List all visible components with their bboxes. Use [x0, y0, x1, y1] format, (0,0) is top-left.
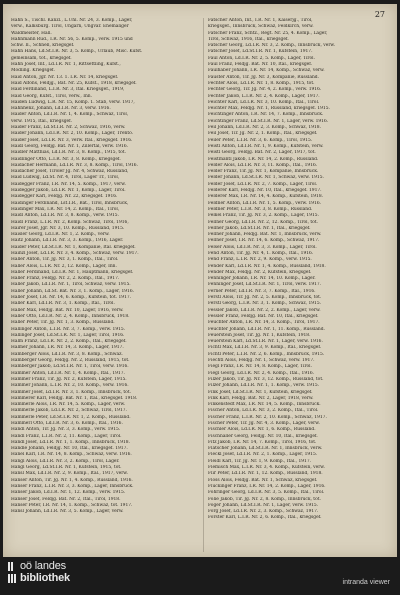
left-column-entry: Haller Karl, Ld.I.R. Nr. 3, 1. Komp., Ital., Tirol. — [11, 301, 115, 307]
logo-bars-icon — [8, 561, 18, 571]
left-column-entry: Haider Anton, Ld.I.R. Nr. 1, 4. Komp., Schwaz, Tirol, — [11, 112, 129, 118]
right-column-entry: Feldner Peter, L.I.R. Nr. 3, 8. Komp., Russland. — [208, 206, 313, 212]
column-divider — [203, 18, 204, 552]
left-column-entry: Hahnmann Rud., I.R. Nr. 56, 5. Komp., verw. 1915 und — [11, 36, 133, 42]
right-column-entry: Fechter Georg, Tir. Jg. Nr. 4, 2. Komp., verw. 1916. — [208, 87, 322, 93]
right-column-entry: Feil Johann, Ld.I.R. Nr. 2, 3. Komp., Schwaz, 1918. — [208, 125, 321, 131]
right-column-entry: Feistmantl Jakob, I.R. Nr. 14, 2. Komp., Russland. — [208, 156, 319, 162]
left-column-entry: Hangl Alois, Ld.I.R. Nr. 3, 2. Komp., Tirol, Lager. — [11, 458, 120, 464]
left-column-entry: Haider Franz, Ld.St.I.R. Nr. 2, Schwaz, 1916, verw. — [11, 125, 126, 131]
left-column-entry: verw., Kalksburg. Tirol, Ungarn, Ungvar. Ehemaliger — [11, 24, 129, 30]
right-column-entry: Feuerstein Karl, Ld.St.I.R. Nr. 1, Lager, verw. 1916. — [208, 339, 323, 345]
right-column-entry: Fatscher Georg, Ld.I.R. Nr. 3, 2. Komp., Innsbruck, verw. — [208, 43, 336, 49]
right-column-entry: Föger Johann, Ld.St.I.R. Nr. 1, Lager, verw. 1915. — [208, 502, 319, 508]
left-column-entry: Haidlinger Otto, L.I.R. Nr. 3, 8. Komp., kriegsgef. — [11, 156, 121, 162]
left-column-entry: Haidl Franz, L.I.R. Nr. 2, Komp. Schwaz, Tirol, 1916, — [11, 219, 129, 225]
left-column-entry: Haid Alfons, Feldjg., Bat. Nr. 25, Kufst., 1918, kriegsgef. — [11, 80, 137, 86]
right-column-entry: Fatscher Josef, Ld.St.I.R. Nr. 1, Kufstein, 1917. — [208, 49, 313, 55]
right-column-entry: Feiler Peter, L.I.R. Nr. 3, 6. Komp., Tirol, 1915. — [208, 137, 313, 143]
right-column-entry: Ferner Peter, Ld.I.R. Nr. 3, 7. Komp., Ital., 1916. — [208, 288, 316, 294]
right-column-entry: Felder Alois, Ld.I.R. Nr. 3, 11. Komp., Ital., 1916. — [208, 162, 318, 168]
right-column-entry: Fitz Jakob, I.R. Nr. 14, 7. Komp., Tirol, 1916, tot. — [208, 439, 317, 445]
left-column-entry: Hairer Josef, Jgr. Nr. 3, 10. Komp., Russland, 1915. — [11, 225, 125, 231]
right-column-entry: Fender Karl, Ld.I.R. Nr. 1, 4. Komp., Russland, 1918. — [208, 263, 326, 269]
left-column-entry: Hanser Jakob, Ld.I.R. Nr. 1, 12. Komp., verw. 1915. — [11, 490, 126, 496]
library-logo[interactable] — [8, 560, 98, 592]
right-column-entry: Felser Alois, Ld.I.R. Nr. 3, 3. Komp., Lager, Tirol. — [208, 244, 317, 250]
left-column-entry: Hanser Josef, Feldjg. Bat. Nr. 2, Ital., Tirol, 1918. — [11, 496, 121, 502]
left-column-entry: gemeinsam, tot., kriegsgef. — [11, 55, 72, 61]
left-column-entry: Haller Ferdinand, Ld.I.R. Nr. 1, Hauptmann, kriegsgef. — [11, 269, 134, 275]
right-column-entry: Fellner Jakob, Ld.St.I.R. Nr. 1, Ital., kriegsgef. — [208, 225, 311, 231]
left-column-entry: Haider Peter, Ld.St.I.R. Nr. 1, Kompanie, Ital. kriegsgef. — [11, 244, 136, 250]
left-column-entry: Hamberger Georg, Feldjg. Nr. 2, Russland, 1915, tot. — [11, 358, 130, 364]
left-column-entry: Haid Georg, Kufst., Tirol, verw., Inn. — [11, 93, 93, 99]
right-column-entry: Flir Peter, Ld.I.R. Nr. 1, 12. Komp., Russland, 1918. — [208, 471, 323, 477]
right-column-entry: Förg Josef, Ld.I.R. Nr. 2, 3. Komp., Schwaz, 1917. — [208, 509, 319, 515]
right-column-entry: Feistl Anton, Ld.I.R. Nr. 1, 9. Komp., Kufstein, verw. — [208, 143, 324, 149]
right-column-entry: Felderer Max, I.R. Nr. 14, 4. Komp., Kufstein, 1918. — [208, 194, 324, 200]
left-column-entry: Hallinger Josef, Ld.St.I.R. Nr. 1, Lager, Tirol, 1916. — [11, 332, 125, 338]
left-column-entry: Haiden Ludwig, L.R. Nr. 15, Komp. 1. Stab, verw. 1917, — [11, 99, 135, 105]
left-column-entry: Hammer Anton, Ld.I.R. Nr. 1, 4. Komp., Ital., 1917. — [11, 370, 125, 376]
right-column-entry: Felkel Franz, Tir. Jg. Nr. 3, 2. Komp., Lager, 1915. — [208, 213, 319, 219]
right-column-entry: Feistl Georg, Feldjg. Bat. Nr. 2, Lager, 1917, tot. — [208, 150, 316, 156]
logo-line2: bibliothek — [20, 572, 70, 584]
left-column-entry: Hansl Max, Ld.I.R. Nr. 2, 9. Komp., Ital., 1917, verw. — [11, 471, 128, 477]
right-column-entry: Feuchter Johann, Ld.I.R. Nr. 1, 11. Komp., Russland. — [208, 326, 325, 332]
left-column-entry: Halm Franz, Ld.I.R. Nr. 2, 2. Komp., Ital., kriegsgef. — [11, 339, 127, 345]
right-column-entry: Fiegl Franz, I.R. Nr. 14, 8. Komp., Lager, Tirol. — [208, 364, 312, 370]
left-column-entry: Hansl Johann, Ld.I.R. Nr. 3, 5. Komp., Lager, verw. — [11, 509, 124, 515]
right-column-entry: Fellner Josef, I.R. Nr. 14, 6. Komp., Schwaz, 1917. — [208, 238, 320, 244]
right-column-entry: Felder Franz, Tir. Jg. Nr. 1, Kompanie, Innsbruck. — [208, 169, 319, 175]
right-column-entry: Fellner Johann, Feldjg. Bat. Nr. 1, Innsbruck, verw. — [208, 232, 322, 238]
left-column-entry: Hanser Peter, I.R. Nr. 14, 1. Komp., Schwaz, tot. 1917. — [11, 502, 133, 508]
right-column-entry: Tirol, Schwaz, 1916, Ital., kriegsgef. — [208, 36, 289, 42]
right-column-entry: Feichtinger Anton, I.R. Nr. 14, 7. Komp., Innsbruck. — [208, 112, 324, 118]
right-column-entry: Flatscher Johann, Ld.St.I.R. Nr. 1, Innsbruck, verw. — [208, 446, 323, 452]
right-column-entry: Fischler Alois, Ld.I.R. Nr. 1, 6. Komp., Russland. — [208, 427, 316, 433]
right-column-entry: Fauster Anton, Tir. Jg. Nr. 3, Kompanie, Russland. — [208, 74, 319, 80]
right-column-entry: Flemisch Max, L.I.R. Nr. 3, 4. Komp., Kufstein, verw. — [208, 465, 325, 471]
right-column-entry: Ferstl Alois, Tir. Jg. Nr. 2, 5. Komp., Innsbruck, tot. — [208, 295, 322, 301]
left-column-entry: Hammer Josef, Ld.I.R. Nr. 3, 1. Komp., Innsbruck, tot. — [11, 389, 131, 395]
right-column-entry: Faulhaber Johann, I.R. Nr. 14, Komp., Schwaz, verw. — [208, 68, 325, 74]
left-column-entry: Handl Anton, Tir. Jg. Nr. 3, 3. Komp., verw. 1915. — [11, 427, 121, 433]
left-column-entry: Haidinger Ferdinand, Lst.I.R., Bat., Tirol, Innsbruck, — [11, 200, 129, 206]
right-column-entry: Fink Karl, Feldjg. Bat. Nr. 2, Lager, 1918, verw. — [208, 395, 314, 401]
left-column-entry: Haidacher Hermann, Ld.I.R. Nr. 3, 8. Komp., Tirol, 1916. — [11, 162, 138, 168]
right-column-entry: Fiechtl Alois, Feldjg. Nr. 1, Schwaz, verw. 1917. — [208, 358, 315, 364]
right-column-entry: Fessler Franz, Feldjg. Bat. Nr. 10, Ital., kriegsgef. — [208, 313, 319, 319]
right-column-entry: Fluckinger Franz, I.R. Nr. 14, 2. Komp., Lager, 1916. — [208, 483, 326, 489]
right-column-entry: Feldner Anton, Ld.I.R. Nr. 1, 5. Komp., verw. 1916. — [208, 200, 322, 206]
right-column-entry: Fenninger Johann, I.R. Nr. 14, 10. Komp., Lager. — [208, 276, 316, 282]
right-column-entry: Fiegl Georg, Ld.I.R. Nr. 2, 4. Komp., Ital., 1916. — [208, 370, 315, 376]
left-column-entry: Hammer Johann, L.I.R. Nr. 2, 10. Komp., verw. 1916. — [11, 383, 129, 389]
left-column-entry: Hangl Georg, Ld.St.I.R. Nr. 1, Kufstein, 1915, tot. — [11, 465, 122, 471]
right-column-entry: Ferstl Georg, L.I.R. Nr. 3, 1. Komp., Schwaz, 1915. — [208, 301, 322, 307]
right-column-entry: Fatscher Anton, Inf., I.R. Nr. 1, Kaiserjg., Tirol, — [208, 18, 313, 23]
left-column-entry: Hammerle Peter, Ld.St.I.R. Nr. 1, 2. Komp., Russland. — [11, 414, 131, 420]
right-column-entry: Fenninger Josef, Ld.St.I.R. Nr. 1, Tirol, verw. 1917. — [208, 282, 322, 288]
right-column-entry: Feuchter Anton, I.R. Nr. 14, 3. Komp., Tirol, 1917. — [208, 320, 320, 326]
left-column-entry: Haller Johann, Ld.St. Bat. Nr. 3, 1. Komp., Lager, 1916. — [11, 288, 135, 294]
right-column-entry: Fischer Anton, Ld.I.R. Nr. 3, 2. Komp., Ital., Tirol. — [208, 408, 319, 414]
right-column-entry: Floss Alois, Feldjg. Bat. Nr. 1, Schwaz, kriegsgef. — [208, 477, 318, 483]
right-column-entry: Fischer Franz, L.I.R. Nr. 2, 10. Komp., Schwaz, 1917. — [208, 414, 327, 420]
right-column-entry: Felder Josef, Ld.I.R. Nr. 2, 7. Komp., Lager, Tirol. — [208, 181, 318, 187]
right-column-entry: kriegsgef., Innsbruck, Schwaz, Feldkirch, verw. — [208, 24, 314, 30]
page-number: 27 — [374, 10, 385, 19]
left-column-entry: Haidler Matthias, Ld.I.R. Nr. 3, 8. Komp., 1915, tot. — [11, 150, 126, 156]
right-column-entry: Feuerstein Josef, Tir. Jg. Nr. 1, Kufstein, 1918. — [208, 332, 311, 338]
left-column-entry: Handle Johann, Feldjg. Nr. 10, Ital., kriegsgef. 1917. — [11, 446, 128, 452]
left-column-entry: Hahn Hans, Ld.St.I.R. Nr. 3, 5. Komp., Urlaub, Misc. Kufst. — [11, 49, 143, 55]
left-column-entry: Haid Anton, Jgr. Nr. 13. 1. I.R. Nr. 14, kriegsgef. — [11, 74, 119, 80]
left-column-entry: Mödling. Kriegsgef. — [11, 68, 55, 74]
left-column-entry: Hainzl Josef, Ld.I.R. Nr. 3, 4. Komp., Schwaz, verw. 1917. — [11, 250, 139, 256]
left-column-entry: Haller Anton, Tir. Jg. Nr. 3, 1. Komp., Ital., Tirol. — [11, 257, 119, 263]
right-column-entry: Felder Johann, Ld.St.I.R. Nr. 1, Schwaz, verw. 1915. — [208, 175, 324, 181]
right-column-entry: Feichtinger Franz, Ld.St.I.R. Nr. 1, Lager, verw. 1916. — [208, 118, 329, 124]
left-column-entry: Hahnhenz, Johann, Ld.I.R. Nr. 3, verw. 1916. — [11, 106, 111, 112]
left-column-entry: Hahn Josef, Inf., Ld.I.R. Nr. 1, Rittsettling, Kufst., — [11, 62, 121, 68]
right-column-entry: Fohringer Georg, Ld.I.R. Nr. 3, 5. Komp., Ital., Tirol. — [208, 490, 325, 496]
right-column-entry: Fend Anton, Tir. Jg. Nr. 4, 1. Komp., Ital., 1916. — [208, 250, 314, 256]
left-column-entry: Haller Max, Feldjg. Bat. Nr. 10, Lager, 1916, verw. — [11, 307, 124, 313]
left-column-entry: Hamberger Jakob, Ld.St.I.R. Nr. 1, Tirol, verw. 1916. — [11, 364, 129, 370]
right-column-entry: Feichter Max, Feldjg. Nr. 1, Russland, kriegsgef. 1915. — [208, 106, 330, 112]
viewer-label[interactable]: intranda viewer — [342, 579, 390, 586]
logo-bars-icon — [8, 573, 18, 583]
left-column-entry: Haidacher Josef, Tiroler Jg. Nr. 4, Schwaz, Russland, — [11, 169, 129, 175]
left-column-entry: Haller Alois, L.I.R. Nr. 2, 12. Komp., Lager, Inn. — [11, 263, 117, 269]
left-column-entry: Haider Johann, Ld.I.R. Nr. 2, 10. Komp., Lager, Trento. — [11, 131, 134, 137]
right-column-entry: Fender Max, Feldjg. Nr. 2, Kufstein, kriegsgef. — [208, 269, 312, 275]
left-column-entry: Haidl Georg, Feldjg. Bat. Nr. 1, Zillertal, verw. 1916. — [11, 143, 129, 149]
right-column-entry: Felderer Karl, Feldjg. Nr. 10, Ital., kriegsgef. 1917. — [208, 188, 322, 194]
right-column-entry: Fleidl Karl, Tir. Jg. Nr. 1, 9. Komp., Ital., 1917. — [208, 458, 312, 464]
left-column-entry: Haider Josef, Ld.I.R. Nr. 3, verw. Ital., kriegsgef. 1916. — [11, 137, 133, 143]
right-column-entry: Fatscher Franz, Schtz., Regt. Nr. 25, 4. Komp., Lager, — [208, 30, 328, 36]
left-column-entry: Hahn S., Tischl. Kanzl., L.Uhl. Nr. 24, 3. Komp., Lager, — [11, 18, 133, 23]
right-column-entry: Fechter Jakob, L.I.R. Nr. 2, 4. Komp., Lager, 1917. — [208, 93, 320, 99]
scanned-page — [3, 4, 397, 557]
right-column-entry: Fink Josef, Ld.St.I.R. Nr. 1, Kufstein, kriegsgef. — [208, 389, 313, 395]
right-column — [208, 18, 386, 522]
logo-line1: oö landes — [20, 560, 66, 572]
right-column-entry: Fichtl Max, Ld.I.R. Nr. 3, 9. Komp., Ital., kriegsgef. — [208, 345, 322, 351]
left-column-entry: Hammerl Otto, Ld.I.R. Nr. 3, 6. Komp., Ital., 1916. — [11, 421, 123, 426]
left-column-entry: Haller Otto, Ld.I.R. Nr. 2, 4. Komp., Innsbruck, 1918. — [11, 313, 130, 319]
right-column-entry: Fend Franz, L.I.R. Nr. 2, 9. Komp., verw. 1915. — [208, 257, 312, 263]
left-column-entry: Hammer Franz, Tir. Jg. Nr. 2, Kufstein, Lager, 1915. — [11, 376, 127, 382]
right-column-entry: Fischnaller Georg, Feldjg. Nr. 10, Ital., kriegsgef. — [208, 433, 318, 439]
right-column-entry: Filzer Jakob, Tir. Jg. Nr. 3, 12. Komp., Russland, tot. — [208, 376, 324, 382]
left-column-entry: Hamberger Alois, Ld.I.R. Nr. 3, 8. Komp., Schwaz. — [11, 351, 123, 357]
right-column-entry: Faul Franz, Feldjg. Bat. Nr. 10, Ital., kriegsgef. — [208, 62, 313, 68]
right-column-entry: Fleckl Josef, Ld.I.R. Nr. 2, 1. Komp., Lager, 1915. — [208, 452, 318, 458]
right-column-entry: Fechter Alois, Ld.I.R. Nr. 1, 8. Komp., 1915, tot. — [208, 80, 315, 86]
left-column-entry: Haller Peter, Tir. Jg. Nr. 1, 3. Komp., Russland. — [11, 320, 115, 326]
left-column-entry: Haitz Johann, Ld.I.R. Nr. 3, 3. Komp., 1916, Lager. — [11, 238, 124, 244]
right-column-entry: Folie Jakob, Tir. Jg. Nr. 2, 8. Komp., Innsbruck, tot. — [208, 496, 321, 502]
left-column-entry: Handl Josef, Ld.I.R. Nr. 1, 1. Komp., Innsbruck, 1918. — [11, 439, 130, 445]
left-column-entry: verw. 1915, Ital., kriegsgef. — [11, 118, 72, 124]
right-column-entry: Fessler Jakob, Ld.I.R. Nr. 2, 2. Komp., Lager, verw. — [208, 307, 321, 313]
left-column — [11, 18, 189, 515]
right-column-entry: Filzer Johann, Ld.I.R. Nr. 1, 1. Komp., verw. 1915. — [208, 383, 320, 389]
left-column-entry: Haller Franz, Feldjg. Nr. 2, 2. Komp., Ital., 1917. — [11, 276, 120, 282]
right-column-entry: Feichter Karl, Ld.I.R. Nr. 3, 10. Komp., Ital., Tirol. — [208, 99, 320, 105]
right-column-entry: Finkenstedt Max, I.R. Nr. 14, 5. Komp., Innsbruck. — [208, 402, 321, 408]
left-column-entry: Haidinger Max, I.R. Nr. 14, 2. Komp., Ital., Tirol, — [11, 206, 120, 212]
right-column-entry: Fichtl Peter, L.I.R. Nr. 2, 6. Komp., Innsbruck, 1915. — [208, 351, 325, 357]
left-column-entry: Hanser Anton, Tir. Jg. Nr. 1, 4. Komp., Russland, 1916. — [11, 477, 133, 483]
left-column-entry: Hammerer Karl, Feldjg. Bat. Nr. 1, Ital., kriegsgef. 1918. — [11, 395, 138, 401]
left-column-entry: Hanel Karl, I.R. Nr. 14, 8. Komp., Schwaz, verw. 1916. — [11, 452, 132, 458]
left-column-entry: Haid Ludwig, Ld.St. Nr. 4, Tirol, Lager Tr., Tirol, — [11, 175, 120, 181]
left-column-entry: Haidegger Franz, I.R. Nr. 14, 5. Komp., 1917, verw. — [11, 181, 126, 187]
left-column-entry: Halmer Johann, I.R. Nr. 14, 3. Komp., Lager, 1917. — [11, 345, 124, 351]
left-column-entry: Waldmeister, Hall. — [11, 30, 52, 36]
left-column-entry: Haisler Georg, Ld.I.R. Nr. 1, 2. Komp., verw. — [11, 232, 110, 238]
right-column-entry: Förster Karl, L.I.R. Nr. 2, 6. Komp., Ital., kriegsgef. — [208, 515, 322, 521]
right-column-entry: Faul Anton, Ld.I.R. Nr. 2, 5. Komp., Lager, Tirol. — [208, 55, 315, 61]
left-column-entry: Haidegger Jakob, Ld.I.R. Nr. 1, Komp., Lager, Tirol. — [11, 188, 126, 194]
right-column-entry: Fellner Georg, Ld.I.R. Nr. 2, 12. Komp., Tirol, tot. — [208, 219, 318, 225]
left-column-entry: Haller Josef, I.R. Nr. 14, 6. Komp., Kufstein, tot. 1917. — [11, 295, 132, 301]
left-column-entry: Haidegger Karl, Feldjg. Nr. 22, kriegsgef. 1916. — [11, 194, 118, 200]
left-column-entry: Schw. II., Schnell, kriegsgef. — [11, 43, 75, 49]
left-column-entry: Handl Franz, L.I.R. Nr. 2, 11. Komp., Lager, Tirol. — [11, 433, 122, 439]
left-column-entry: Hallinger Anton, L.I.R. Nr. 3, 7. Komp., verw. 1915. — [11, 326, 126, 332]
left-column-entry: Hammerle Jakob, Ld.I.R. Nr. 2, Schwaz, Tirol, 1917. — [11, 408, 127, 414]
left-column-entry: Haid Ferdinand, L.I.R. Nr. 3, Ital. Kriegsgef., 1919, — [11, 87, 125, 93]
left-column-entry: Haller Jakob, Ld.I.R. Nr. 1, Tirol, Schwaz, verw. 1915. — [11, 282, 131, 288]
left-column-entry: Hammerle Alois, I.R. Nr. 14, 5. Komp., Lager, verw. — [11, 402, 126, 408]
left-column-entry: Haidl Anton, Ld.I.R. Nr. 3, 8. Komp., verw. 1915. — [11, 213, 119, 219]
right-column-entry: Feil Josef, Tir. Jg. Nr. 2, 1. Komp., Ital., kriegsgef. — [208, 131, 318, 137]
right-column-entry: Fischer Peter, Tir. Jg. Nr. 4, 3. Komp., Lager, verw. — [208, 421, 320, 426]
left-column-entry: Hanser Franz, L.I.R. Nr. 3, 3. Komp., Lager, Innsbruck. — [11, 483, 134, 489]
